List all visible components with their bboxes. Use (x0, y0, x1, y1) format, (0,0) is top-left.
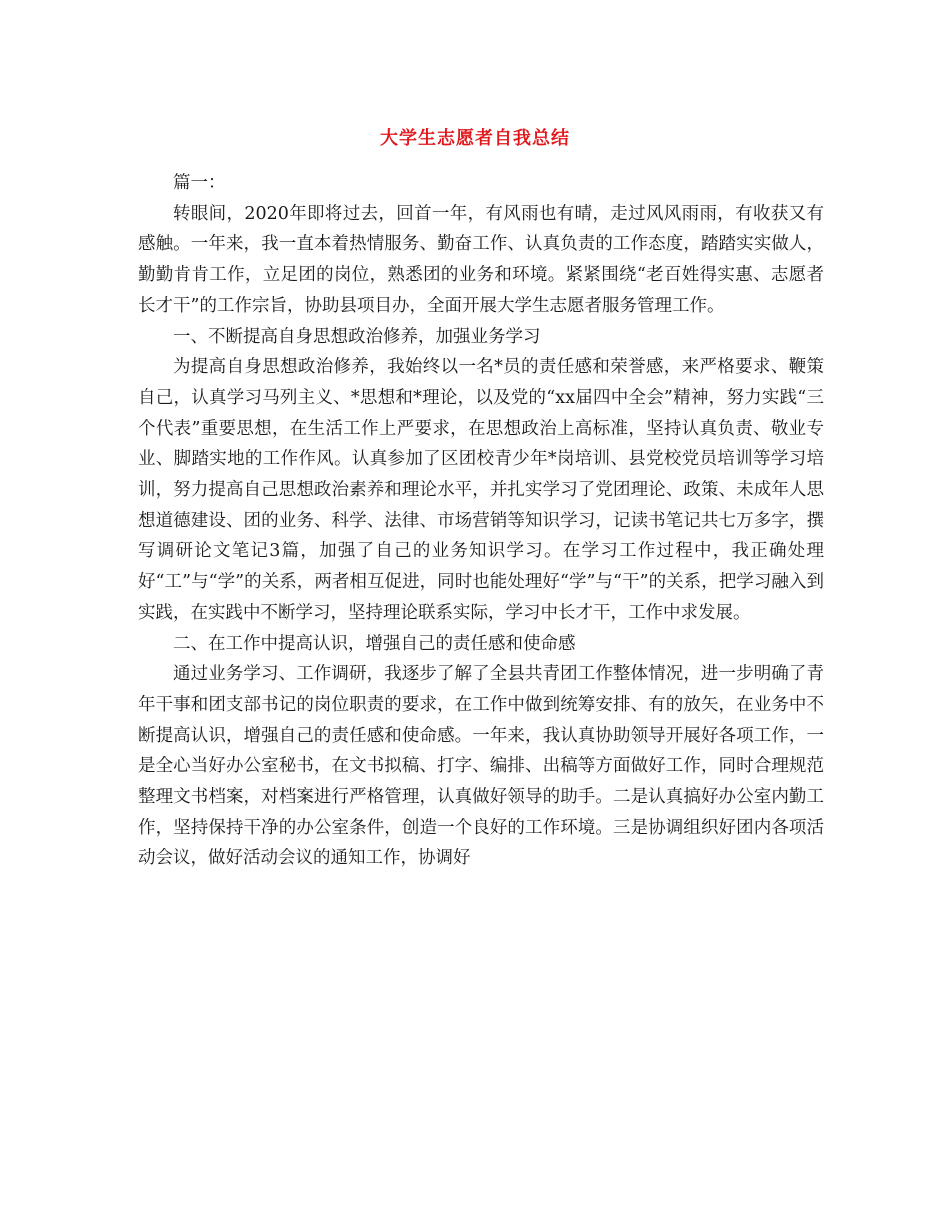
paragraph-section-one: 为提高自身思想政治修养，我始终以一名*员的责任感和荣誉感，来严格要求、鞭策自己，认真学习马列主义、*思想和*理论，以及党的“xx届四中全会”精神，努力实践“三个代表”重要思想，在生活工作上严要求，在思想政治上高标准，坚持认真负责、敬业专业、脚踏实地的工作作风。认真参加了区团校青少年*岗培训、县党校党员培训等学习培训，努力提高自己思想政治素养和理论水平，并扎实学习了党团理论、政策、未成年人思想道德建设、团的业务、科学、法律、市场营销等知识学习，记读书笔记共七万多字，撰写调研论文笔记3篇，加强了自己的业务知识学习。在学习工作过程中，我正确处理好“工”与“学”的关系，两者相互促进，同时也能处理好“学”与“干”的关系，把学习融入到实践，在实践中不断学习，坚持理论联系实际，学习中长才干，工作中求发展。 (138, 357, 824, 623)
paragraph-section-two: 通过业务学习、工作调研，我逐步了解了全县共青团工作整体情况，进一步明确了青年干事和团支部书记的岗位职责的要求，在工作中做到统筹安排、有的放矢，在业务中不断提高认识，增强自己的责任感和使命感。一年来，我认真协助领导开展好各项工作，一是全心当好办公室秘书，在文书拟稿、打字、编排、出稿等方面做好工作，同时合理规范整理文书档案，对档案进行严格管理，认真做好领导的助手。二是认真搞好办公室内勤工作，坚持保持干净的办公室条件，创造一个良好的工作环境。三是协调组织好团内各项活动会议，做好活动会议的通知工作，协调好 (138, 664, 824, 869)
document-title: 大学生志愿者自我总结 (380, 128, 570, 149)
document-body (138, 168, 824, 874)
heading-section-two: 二、在工作中提高认识，增强自己的责任感和使命感 (173, 633, 576, 654)
heading-section-one: 一、不断提高自身思想政治修养，加强业务学习 (173, 326, 541, 347)
paragraph-section-label: 篇一： (173, 173, 226, 193)
paragraph-intro: 转眼间，2020年即将过去，回首一年，有风雨也有晴，走过风风雨雨，有收获又有感触。一年来，我一直本着热情服务、勤奋工作、认真负责的工作态度，踏踏实实做人，勤勤肯肯工作，立足团的岗位，熟悉团的业务和环境。紧紧围绕“老百姓得实惠、志愿者长才干”的工作宗旨，协助县项目办，全面开展大学生志愿者服务管理工作。 (138, 203, 824, 316)
